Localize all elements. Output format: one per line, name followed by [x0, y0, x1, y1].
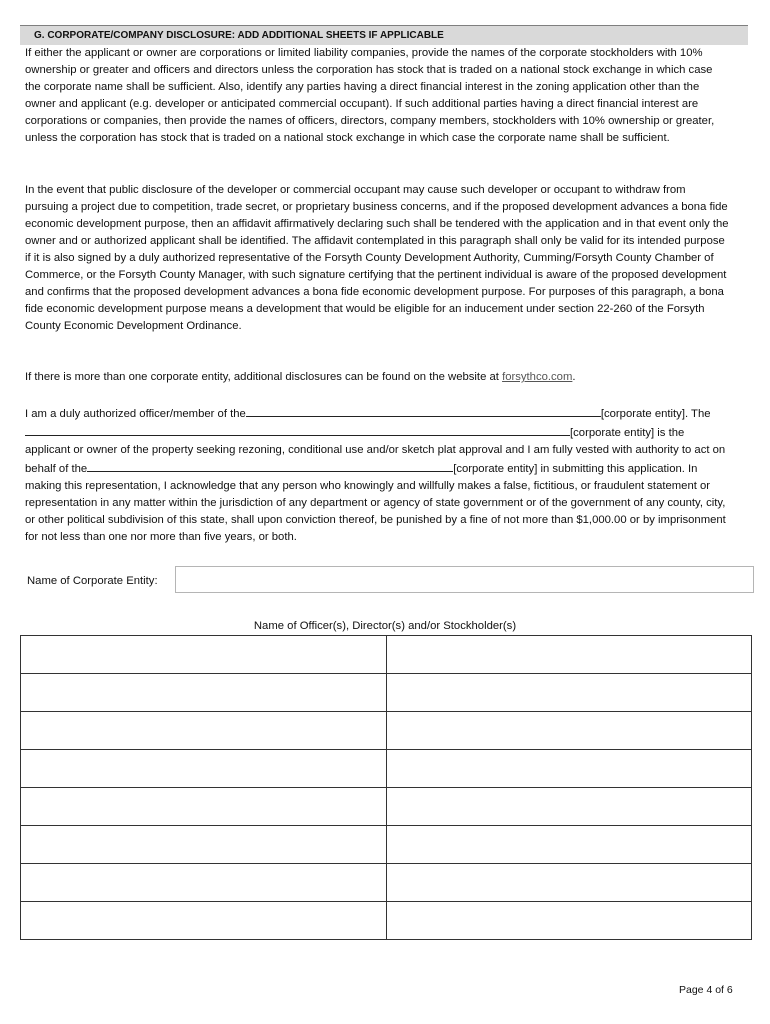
section-header: G. CORPORATE/COMPANY DISCLOSURE: ADD ADDITIONAL SHEETS IF APPLICABLE [20, 25, 748, 45]
table-row [21, 902, 752, 940]
officer-name-cell[interactable] [386, 674, 752, 712]
table-row [21, 712, 752, 750]
declaration-part-4: [corporate entity] in submitting this application. In making this representation, I acknowledge that any person who knowingly and willfully makes a false, fictitious, or fraudulent statement or representation in any matter within the jurisdiction of any department or agency of state government or of the government of any county, city, or other political subdivision of this state, shall upon conviction thereof, be punished by a fine of not more than $1,000.00 or by imprisonment for not less than one nor more than five years, or both. [25, 463, 726, 543]
officer-name-cell[interactable] [386, 864, 752, 902]
officer-name-cell[interactable] [21, 750, 387, 788]
corporate-entity-blank-2[interactable] [25, 423, 570, 436]
declaration-paragraph [25, 404, 729, 546]
table-row [21, 826, 752, 864]
corporate-entity-blank-3[interactable] [87, 459, 453, 472]
forsythco-link[interactable]: forsythco.com [502, 371, 573, 383]
corporate-entity-input[interactable] [175, 566, 754, 593]
table-row [21, 750, 752, 788]
additional-disclosure-end: . [572, 371, 576, 383]
page-number: Page 4 of 6 [679, 984, 733, 996]
additional-disclosure-text: If there is more than one corporate entity, additional disclosures can be found on the website at [25, 371, 503, 383]
officers-table-title: Name of Officer(s), Director(s) and/or Stockholder(s) [253, 620, 517, 632]
officer-name-cell[interactable] [21, 674, 387, 712]
officer-name-cell[interactable] [21, 864, 387, 902]
officer-name-cell[interactable] [386, 750, 752, 788]
table-row [21, 636, 752, 674]
additional-disclosure-paragraph [25, 369, 729, 386]
officer-name-cell[interactable] [21, 636, 387, 674]
disclosure-paragraph: If either the applicant or owner are corporations or limited liability companies, provide the names of the corporate stockholders with 10% ownership or greater and officers and directors unless the corporation has stock that is traded on a national stock exchange in which case the corporate name shall be sufficient. Also, identify any parties having a direct financial interest in the zoning application other than the owner and applicant (e.g. developer or anticipated commercial occupant). If such additional parties having a direct financial interest are corporations or companies, then provide the names of officers, directors, company members, stockholders with 10% ownership or greater, unless the corporation has stock that is traded on a national stock exchange in which case the corporate name shall be sufficient. [25, 47, 715, 144]
declaration-part-1: I am a duly authorized officer/member of the [25, 408, 246, 420]
corporate-entity-label: Name of Corporate Entity: [27, 575, 158, 587]
officer-name-cell[interactable] [386, 902, 752, 940]
officer-name-cell[interactable] [386, 636, 752, 674]
officer-name-cell[interactable] [21, 826, 387, 864]
officer-name-cell[interactable] [386, 712, 752, 750]
officer-name-cell[interactable] [386, 788, 752, 826]
affidavit-paragraph: In the event that public disclosure of the developer or commercial occupant may cause such developer or occupant to withdraw from pursuing a project due to competition, trade secret, or proprietary business concerns, and if the proposed development advances a bona fide economic development purpose, then an affidavit affirmatively declaring such shall be tendered with the application and in that event only the owner and or authorized applicant shall be identified. The affidavit contemplated in this paragraph shall only be valid for its intended purpose if it is also signed by a duly authorized representative of the Forsyth County Development Authority, Cumming/Forsyth County Chamber of Commerce, or the Forsyth County Manager, with such signature certifying that the pertinent individual is aware of the proposed development and confirms that the proposed development advances a bona fide economic development purpose. For purposes of this paragraph, a bona fide economic development purpose means a development that would be eligible for an inducement under section 22-260 of the Forsyth County Economic Development Ordinance. [25, 184, 729, 332]
table-row [21, 864, 752, 902]
declaration-part-2: [corporate entity]. The [600, 408, 711, 420]
declaration-part-3: [corporate entity] is the applicant or owner of the property seeking rezoning, conditional use and/or sketch plat approval and I am fully vested with authority to act on behalf of the [25, 427, 726, 475]
officer-name-cell[interactable] [21, 788, 387, 826]
officer-name-cell[interactable] [21, 902, 387, 940]
corporate-entity-blank-1[interactable] [246, 404, 601, 417]
table-row [21, 788, 752, 826]
officer-name-cell[interactable] [21, 712, 387, 750]
officers-table [20, 635, 752, 940]
officer-name-cell[interactable] [386, 826, 752, 864]
table-row [21, 674, 752, 712]
